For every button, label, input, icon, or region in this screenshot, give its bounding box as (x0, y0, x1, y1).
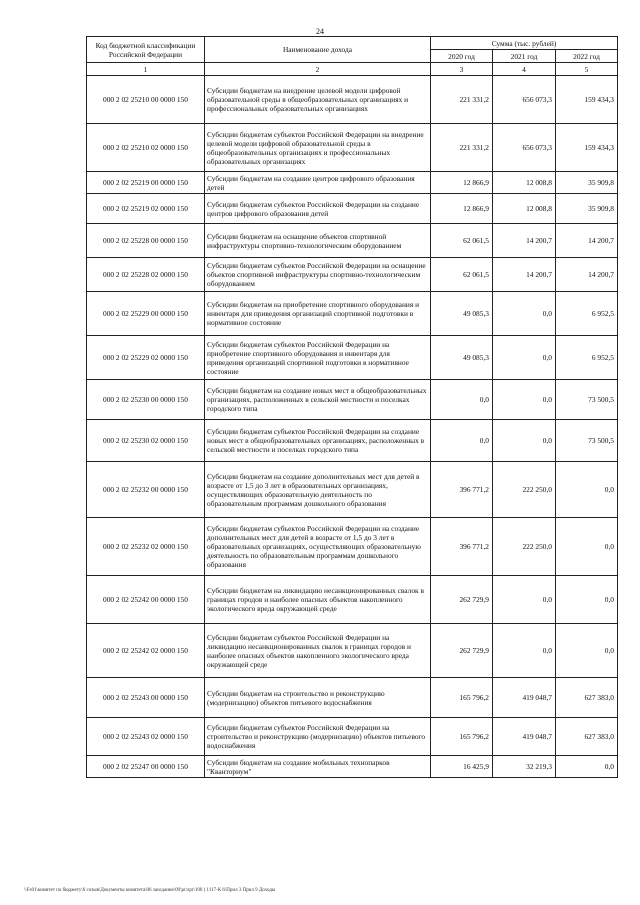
table-body (87, 76, 618, 778)
header-year-2020: 2020 год (431, 50, 493, 63)
row-value-2020: 62 061,5 (431, 224, 493, 258)
row-name: Субсидии бюджетам субъектов Российской Федерации на создание дополнительных мест для детей в возрасте от 1,5 до 3 лет в образовательных организациях, осуществляющих образовательную деятельность по образовательным программам дошкольного образования (205, 518, 431, 576)
row-name: Субсидии бюджетам на ликвидацию несанкционированных свалок в границах городов и наиболее опасных объектов накопленного экологического вреда окружающей среде (205, 576, 431, 624)
row-value-2022: 0,0 (556, 518, 618, 576)
row-name: Субсидии бюджетам на создание новых мест в общеобразовательных организациях, расположенных в сельской местности и поселках городского типа (205, 380, 431, 420)
row-value-2020: 165 796,2 (431, 678, 493, 718)
row-value-2021: 0,0 (493, 292, 556, 336)
row-value-2022: 0,0 (556, 576, 618, 624)
table-row (87, 576, 618, 624)
row-value-2022: 159 434,3 (556, 124, 618, 172)
table-row (87, 336, 618, 380)
row-value-2022: 627 383,0 (556, 678, 618, 718)
row-value-2020: 396 771,2 (431, 518, 493, 576)
table-row (87, 380, 618, 420)
row-value-2021: 14 200,7 (493, 258, 556, 292)
row-value-2021: 419 048,7 (493, 678, 556, 718)
row-name: Субсидии бюджетам субъектов Российской Федерации на создание новых мест в общеобразовательных организациях, расположенных в сельской местности и поселках городского типа (205, 420, 431, 462)
header-year-2021: 2021 год (493, 50, 556, 63)
row-value-2021: 0,0 (493, 624, 556, 678)
header-sum: Сумма (тыс. рублей) (431, 37, 618, 50)
row-name: Субсидии бюджетам на создание мобильных технопарков "Кванториум" (205, 756, 431, 778)
row-code: 000 2 02 25228 02 0000 150 (87, 258, 205, 292)
row-name: Субсидии бюджетам на внедрение целевой модели цифровой образовательной среды в общеобразовательных организациях и профессиональных образовательных организациях (205, 76, 431, 124)
row-value-2020: 396 771,2 (431, 462, 493, 518)
row-name: Субсидии бюджетам субъектов Российской Федерации на создание центров цифрового образования детей (205, 194, 431, 224)
row-value-2021: 656 073,3 (493, 124, 556, 172)
row-value-2021: 222 250,0 (493, 462, 556, 518)
table-row (87, 76, 618, 124)
column-numbers-row (87, 63, 618, 76)
row-code: 000 2 02 25229 00 0000 150 (87, 292, 205, 336)
row-value-2022: 6 952,5 (556, 292, 618, 336)
row-value-2020: 12 866,9 (431, 194, 493, 224)
row-code: 000 2 02 25242 00 0000 150 (87, 576, 205, 624)
row-value-2022: 627 383,0 (556, 718, 618, 756)
table-row (87, 124, 618, 172)
row-value-2022: 0,0 (556, 462, 618, 518)
header-code: Код бюджетной классификации Российской Федерации (87, 37, 205, 63)
table-row (87, 420, 618, 462)
row-value-2022: 35 909,8 (556, 172, 618, 194)
row-value-2020: 12 866,9 (431, 172, 493, 194)
row-value-2020: 0,0 (431, 380, 493, 420)
row-value-2022: 73 500,5 (556, 420, 618, 462)
row-value-2022: 0,0 (556, 624, 618, 678)
row-code: 000 2 02 25219 00 0000 150 (87, 172, 205, 194)
row-code: 000 2 02 25232 02 0000 150 (87, 518, 205, 576)
row-value-2020: 165 796,2 (431, 718, 493, 756)
row-value-2021: 12 008,8 (493, 194, 556, 224)
table-row (87, 258, 618, 292)
table-row (87, 172, 618, 194)
row-value-2021: 0,0 (493, 420, 556, 462)
row-value-2022: 35 909,8 (556, 194, 618, 224)
row-value-2020: 262 729,9 (431, 624, 493, 678)
table-row (87, 194, 618, 224)
col-number: 5 (556, 63, 618, 76)
row-value-2021: 0,0 (493, 336, 556, 380)
row-value-2020: 221 331,2 (431, 124, 493, 172)
row-code: 000 2 02 25247 00 0000 150 (87, 756, 205, 778)
page-number: 24 (316, 27, 324, 36)
row-value-2021: 0,0 (493, 380, 556, 420)
table-row (87, 224, 618, 258)
row-code: 000 2 02 25243 00 0000 150 (87, 678, 205, 718)
row-name: Субсидии бюджетам на создание дополнительных мест для детей в возрасте от 1,5 до 3 лет в образовательных организациях, осуществляющих образовательную деятельность по образовательным программам дошкольного образования (205, 462, 431, 518)
table-row (87, 462, 618, 518)
col-number: 4 (493, 63, 556, 76)
revenue-table (86, 36, 618, 778)
row-name: Субсидии бюджетам на приобретение спортивного оборудования и инвентаря для приведения организаций спортивной подготовки в нормативное состояние (205, 292, 431, 336)
row-code: 000 2 02 25230 02 0000 150 (87, 420, 205, 462)
row-code: 000 2 02 25229 02 0000 150 (87, 336, 205, 380)
row-name: Субсидии бюджетам субъектов Российской Федерации на оснащение объектов спортивной инфраструктуры спортивно-технологическим оборудованием (205, 258, 431, 292)
row-value-2020: 49 085,3 (431, 292, 493, 336)
row-value-2022: 6 952,5 (556, 336, 618, 380)
row-value-2021: 656 073,3 (493, 76, 556, 124)
row-value-2021: 12 008,8 (493, 172, 556, 194)
col-number: 1 (87, 63, 205, 76)
row-value-2020: 16 425,9 (431, 756, 493, 778)
row-value-2021: 0,0 (493, 576, 556, 624)
row-value-2022: 14 200,7 (556, 258, 618, 292)
row-code: 000 2 02 25228 00 0000 150 (87, 224, 205, 258)
table-row (87, 756, 618, 778)
row-name: Субсидии бюджетам на оснащение объектов спортивной инфраструктуры спортивно-технологическим оборудованием (205, 224, 431, 258)
table-row (87, 678, 618, 718)
table-row (87, 518, 618, 576)
row-value-2022: 14 200,7 (556, 224, 618, 258)
row-name: Субсидии бюджетам субъектов Российской Федерации на внедрение целевой модели цифровой образовательной среды в общеобразовательных организациях и профессиональных образовательных организациях (205, 124, 431, 172)
row-value-2020: 0,0 (431, 420, 493, 462)
row-code: 000 2 02 25232 00 0000 150 (87, 462, 205, 518)
row-name: Субсидии бюджетам субъектов Российской Федерации на строительство и реконструкцию (модернизацию) объектов питьевого водоснабжения (205, 718, 431, 756)
row-name: Субсидии бюджетам субъектов Российской Федерации на приобретение спортивного оборудования и инвентаря для приведения организаций спортивной подготовки в нормативное состояние (205, 336, 431, 380)
row-name: Субсидии бюджетам на строительство и реконструкцию (модернизацию) объектов питьевого водоснабжения (205, 678, 431, 718)
table-row (87, 624, 618, 678)
row-value-2021: 32 219,3 (493, 756, 556, 778)
row-value-2022: 0,0 (556, 756, 618, 778)
col-number: 3 (431, 63, 493, 76)
row-code: 000 2 02 25230 00 0000 150 (87, 380, 205, 420)
row-value-2020: 49 085,3 (431, 336, 493, 380)
row-name: Субсидии бюджетам субъектов Российской Федерации на ликвидацию несанкционированных свалок в границах городов и наиболее опасных объектов накопленного экологического вреда окружающей среде (205, 624, 431, 678)
row-code: 000 2 02 25210 00 0000 150 (87, 76, 205, 124)
header-name: Наименование дохода (205, 37, 431, 63)
row-value-2022: 159 434,3 (556, 76, 618, 124)
table-row (87, 292, 618, 336)
row-code: 000 2 02 25219 02 0000 150 (87, 194, 205, 224)
row-value-2022: 73 500,5 (556, 380, 618, 420)
row-code: 000 2 02 25243 02 0000 150 (87, 718, 205, 756)
col-number: 2 (205, 63, 431, 76)
table-row (87, 718, 618, 756)
row-code: 000 2 02 25242 02 0000 150 (87, 624, 205, 678)
file-path-footer: \\Fs01\комитет по бюджету\6 созыв\Документы комитета\06 заседание\09\pr\zpr\100 ) 1117-К 6\Прил 3 Прил 9 Доходы (24, 888, 276, 893)
row-value-2021: 222 250,0 (493, 518, 556, 576)
row-value-2020: 262 729,9 (431, 576, 493, 624)
row-value-2020: 221 331,2 (431, 76, 493, 124)
row-value-2021: 14 200,7 (493, 224, 556, 258)
header-row-1 (87, 37, 618, 50)
row-name: Субсидии бюджетам на создание центров цифрового образования детей (205, 172, 431, 194)
header-year-2022: 2022 год (556, 50, 618, 63)
row-code: 000 2 02 25210 02 0000 150 (87, 124, 205, 172)
row-value-2020: 62 061,5 (431, 258, 493, 292)
row-value-2021: 419 048,7 (493, 718, 556, 756)
